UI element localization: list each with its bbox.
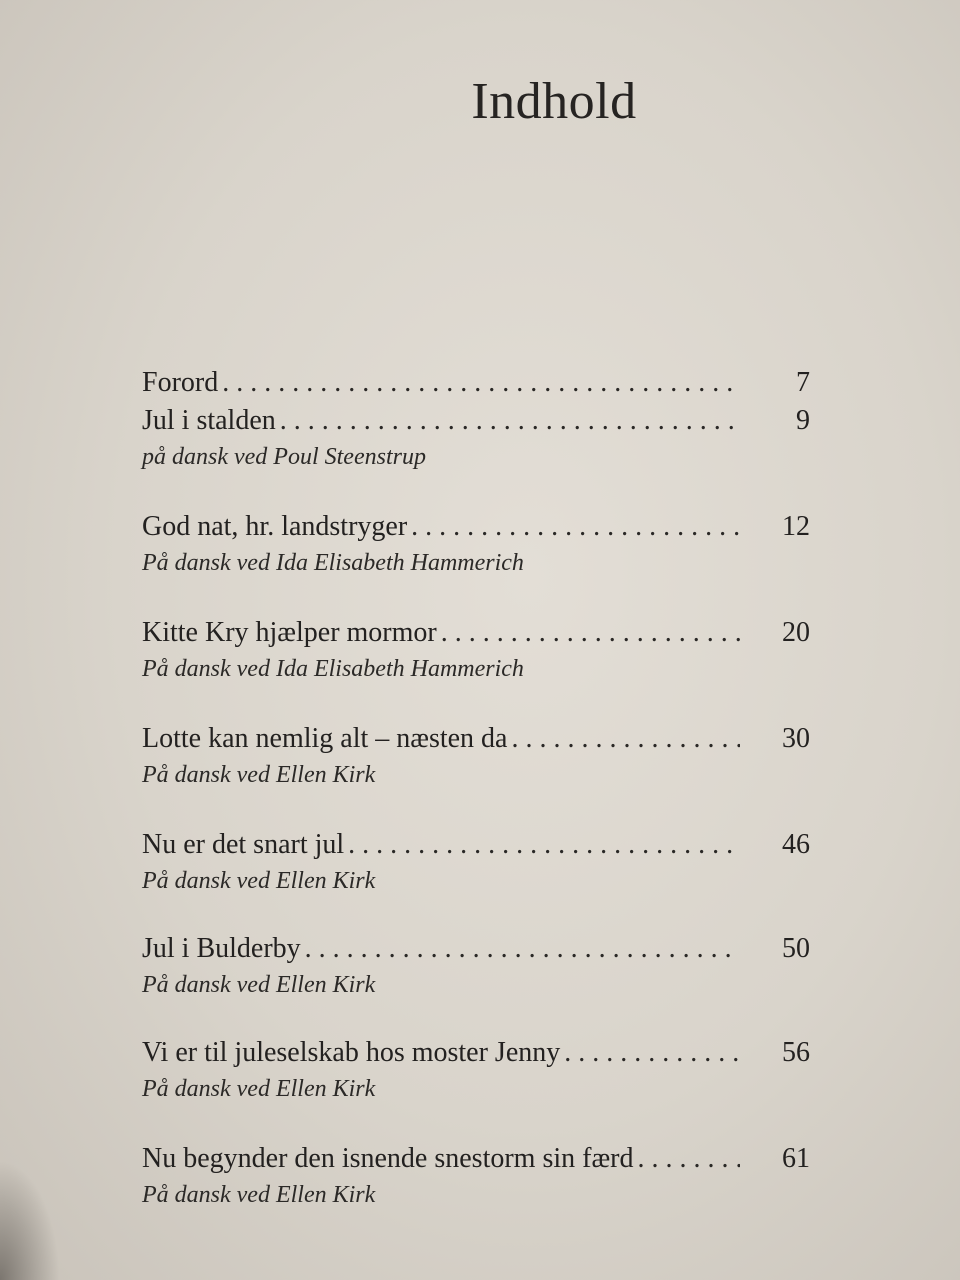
dot-leader (411, 508, 740, 546)
toc-entry-page: 20 (782, 617, 810, 648)
toc-entry-nu-er-det-snart-jul (142, 826, 810, 898)
toc-entry-kitte-kry (142, 614, 810, 686)
toc-entry-title: Nu begynder den isnende snestorm sin færd (142, 1143, 634, 1174)
page-corner-shadow (0, 1160, 60, 1280)
dot-leader (222, 364, 740, 402)
toc-entry-page: 50 (782, 933, 810, 964)
toc-entry-juleselskab (142, 1034, 810, 1106)
toc-entry-title: Kitte Kry hjælper mormor (142, 617, 437, 648)
toc-entry-page: 56 (782, 1037, 810, 1068)
toc-entry-page: 9 (796, 405, 810, 436)
toc-entry-title: God nat, hr. landstryger (142, 511, 408, 542)
toc-entry-translator: På dansk ved Ellen Kirk (142, 762, 376, 788)
toc-entry-page: 30 (782, 723, 810, 754)
toc-entry-page: 7 (796, 367, 810, 398)
toc-entry-snestorm (142, 1140, 810, 1212)
toc-entry-title: Nu er det snart jul (142, 829, 345, 860)
dot-leader (441, 614, 740, 652)
toc-entry-translator: På dansk ved Ida Elisabeth Hammerich (142, 550, 524, 576)
toc-entry-god-nat (142, 508, 810, 580)
toc-entry-jul-i-bulderby (142, 930, 810, 1002)
toc-entry-translator: På dansk ved Ellen Kirk (142, 1076, 376, 1102)
toc-entry-translator: på dansk ved Poul Steenstrup (142, 444, 426, 470)
toc-entry-forord (142, 364, 810, 402)
toc-entry-page: 61 (782, 1143, 810, 1174)
dot-leader (280, 402, 740, 440)
toc-entry-translator: På dansk ved Ellen Kirk (142, 868, 376, 894)
dot-leader (348, 826, 740, 864)
toc-entry-page: 46 (782, 829, 810, 860)
toc-entry-title: Vi er til juleselskab hos moster Jenny (142, 1037, 561, 1068)
toc-entry-translator: På dansk ved Ellen Kirk (142, 972, 376, 998)
toc-entry-translator: På dansk ved Ida Elisabeth Hammerich (142, 656, 524, 682)
toc-entry-translator: På dansk ved Ellen Kirk (142, 1182, 376, 1208)
toc-entry-title: Jul i stalden (142, 405, 276, 436)
toc-entry-jul-i-stalden (142, 402, 810, 474)
toc-entry-title: Forord (142, 367, 219, 398)
toc-entry-lotte (142, 720, 810, 792)
page-title: Indhold (471, 73, 637, 130)
dot-leader (637, 1140, 740, 1178)
dot-leader (564, 1034, 740, 1072)
dot-leader (305, 930, 740, 968)
toc-entry-title: Jul i Bulderby (142, 933, 301, 964)
toc-entry-page: 12 (782, 511, 810, 542)
dot-leader (511, 720, 740, 758)
toc-entry-title: Lotte kan nemlig alt – næsten da (142, 723, 508, 754)
